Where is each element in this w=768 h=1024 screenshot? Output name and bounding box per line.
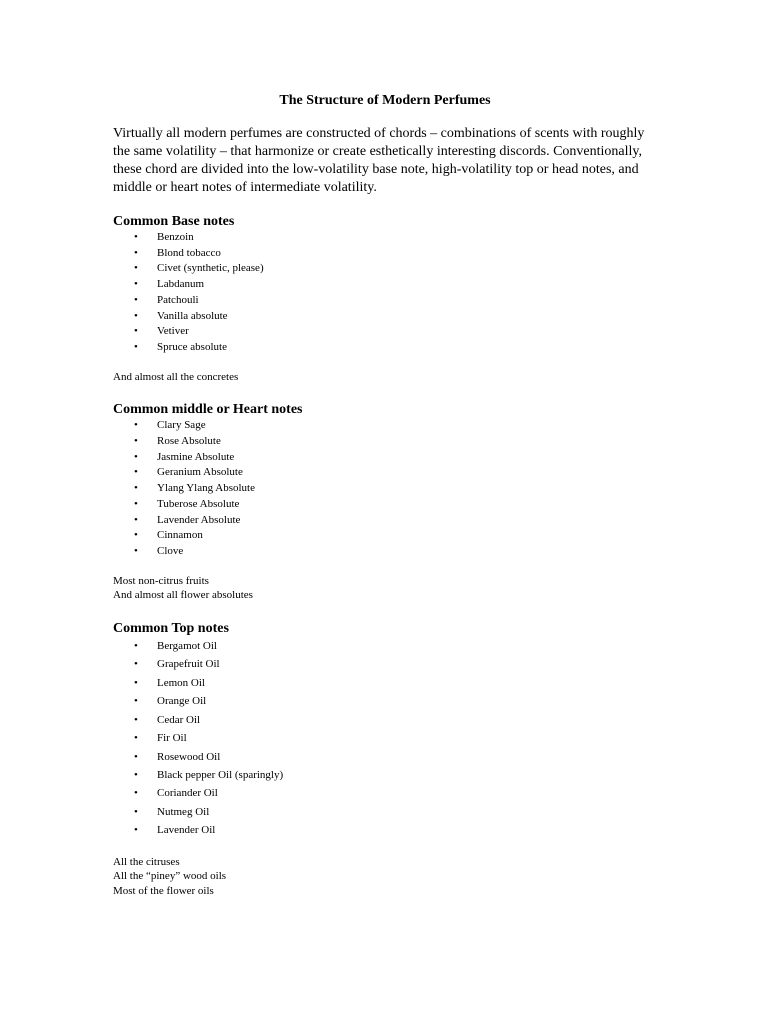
top-notes-remarks <box>113 855 653 899</box>
list-item-label: Lemon Oil <box>157 676 205 689</box>
list-item-label: Bergamot Oil <box>157 640 217 653</box>
heart-notes-list <box>113 418 653 559</box>
list-item <box>113 434 653 450</box>
list-item-label: Labdanum <box>157 278 205 291</box>
list-item-label: Vetiver <box>157 325 189 338</box>
list-item <box>113 729 653 747</box>
list-item-label: Geranium Absolute <box>157 466 243 479</box>
list-item <box>113 497 653 513</box>
list-item-label: Ylang Ylang Absolute <box>157 482 255 495</box>
list-item <box>113 637 653 655</box>
bullet-icon: • <box>134 482 138 495</box>
list-item <box>113 544 653 560</box>
list-item <box>113 481 653 497</box>
top-notes-heading: Common Top notes <box>113 621 229 637</box>
bullet-icon: • <box>134 544 138 557</box>
list-item-label: Lavender Absolute <box>157 513 241 526</box>
list-item-label: Clary Sage <box>157 419 206 432</box>
bullet-icon: • <box>134 805 138 818</box>
bullet-icon: • <box>134 529 138 542</box>
bullet-icon: • <box>134 676 138 689</box>
list-item-label: Coriander Oil <box>157 787 218 800</box>
list-item <box>113 340 653 356</box>
bullet-icon: • <box>134 713 138 726</box>
list-item <box>113 528 653 544</box>
bullet-icon: • <box>134 658 138 671</box>
base-notes-remarks <box>113 370 653 385</box>
bullet-icon: • <box>134 450 138 463</box>
list-item-label: Nutmeg Oil <box>157 805 210 818</box>
list-item-label: Cinnamon <box>157 529 203 542</box>
bullet-icon: • <box>134 732 138 745</box>
bullet-icon: • <box>134 768 138 781</box>
bullet-icon: • <box>134 750 138 763</box>
bullet-icon: • <box>134 262 138 275</box>
list-item <box>113 293 653 309</box>
bullet-icon: • <box>134 419 138 432</box>
list-item <box>113 277 653 293</box>
list-item <box>113 230 653 246</box>
list-item-label: Jasmine Absolute <box>157 450 235 463</box>
bullet-icon: • <box>134 640 138 653</box>
list-item <box>113 674 653 692</box>
bullet-icon: • <box>134 340 138 353</box>
list-item-label: Rosewood Oil <box>157 750 221 763</box>
top-notes-list <box>113 637 653 839</box>
list-item-label: Black pepper Oil (sparingly) <box>157 768 284 781</box>
remark-line: All the citruses <box>113 855 180 868</box>
document-page <box>113 92 653 899</box>
remark-line: Most of the flower oils <box>113 884 214 897</box>
list-item-label: Vanilla absolute <box>157 309 228 322</box>
remark-line: All the “piney” wood oils <box>113 870 227 883</box>
list-item <box>113 711 653 729</box>
list-item-label: Civet (synthetic, please) <box>157 262 264 275</box>
bullet-icon: • <box>134 246 138 259</box>
list-item-label: Grapefruit Oil <box>157 658 220 671</box>
remark-line: And almost all the concretes <box>113 370 239 383</box>
bullet-icon: • <box>134 824 138 837</box>
list-item-label: Cedar Oil <box>157 713 201 726</box>
list-item-label: Rose Absolute <box>157 435 221 448</box>
heart-notes-remarks <box>113 574 653 603</box>
list-item-label: Patchouli <box>157 293 199 306</box>
list-item <box>113 246 653 262</box>
bullet-icon: • <box>134 513 138 526</box>
list-item-label: Blond tobacco <box>157 246 221 259</box>
list-item <box>113 803 653 821</box>
heart-notes-heading: Common middle or Heart notes <box>113 402 303 418</box>
bullet-icon: • <box>134 278 138 291</box>
list-item-label: Tuberose Absolute <box>157 497 240 510</box>
bullet-icon: • <box>134 293 138 306</box>
list-item <box>113 748 653 766</box>
bullet-icon: • <box>134 325 138 338</box>
list-item <box>113 261 653 277</box>
bullet-icon: • <box>134 435 138 448</box>
list-item <box>113 784 653 802</box>
list-item <box>113 465 653 481</box>
bullet-icon: • <box>134 466 138 479</box>
list-item <box>113 324 653 340</box>
list-item <box>113 418 653 434</box>
list-item <box>113 655 653 673</box>
list-item-label: Benzoin <box>157 231 194 243</box>
document-title: The Structure of Modern Perfumes <box>279 93 491 108</box>
base-notes-list <box>113 230 653 356</box>
list-item-label: Spruce absolute <box>157 340 227 353</box>
remark-line: Most non-citrus fruits <box>113 574 209 587</box>
bullet-icon: • <box>134 787 138 800</box>
list-item <box>113 766 653 784</box>
list-item <box>113 692 653 710</box>
list-item <box>113 309 653 325</box>
base-notes-heading: Common Base notes <box>113 214 235 229</box>
list-item-label: Fir Oil <box>157 732 187 745</box>
list-item-label: Orange Oil <box>157 695 207 708</box>
bullet-icon: • <box>134 695 138 708</box>
bullet-icon: • <box>134 309 138 322</box>
intro-paragraph: Virtually all modern perfumes are constructed of chords – combinations of scents with roughly the same volatility – that harmonize or create esthetically interesting discords. Conventionally, these chord are divided into the low-volatility base note, high-volatility top or head notes, and middle or heart notes of intermediate volatility. <box>113 126 645 195</box>
list-item-label: Lavender Oil <box>157 824 216 837</box>
remark-line: And almost all flower absolutes <box>113 589 253 602</box>
bullet-icon: • <box>134 497 138 510</box>
list-item <box>113 821 653 839</box>
bullet-icon: • <box>134 231 138 243</box>
list-item <box>113 513 653 529</box>
list-item-label: Clove <box>157 544 184 557</box>
list-item <box>113 450 653 466</box>
